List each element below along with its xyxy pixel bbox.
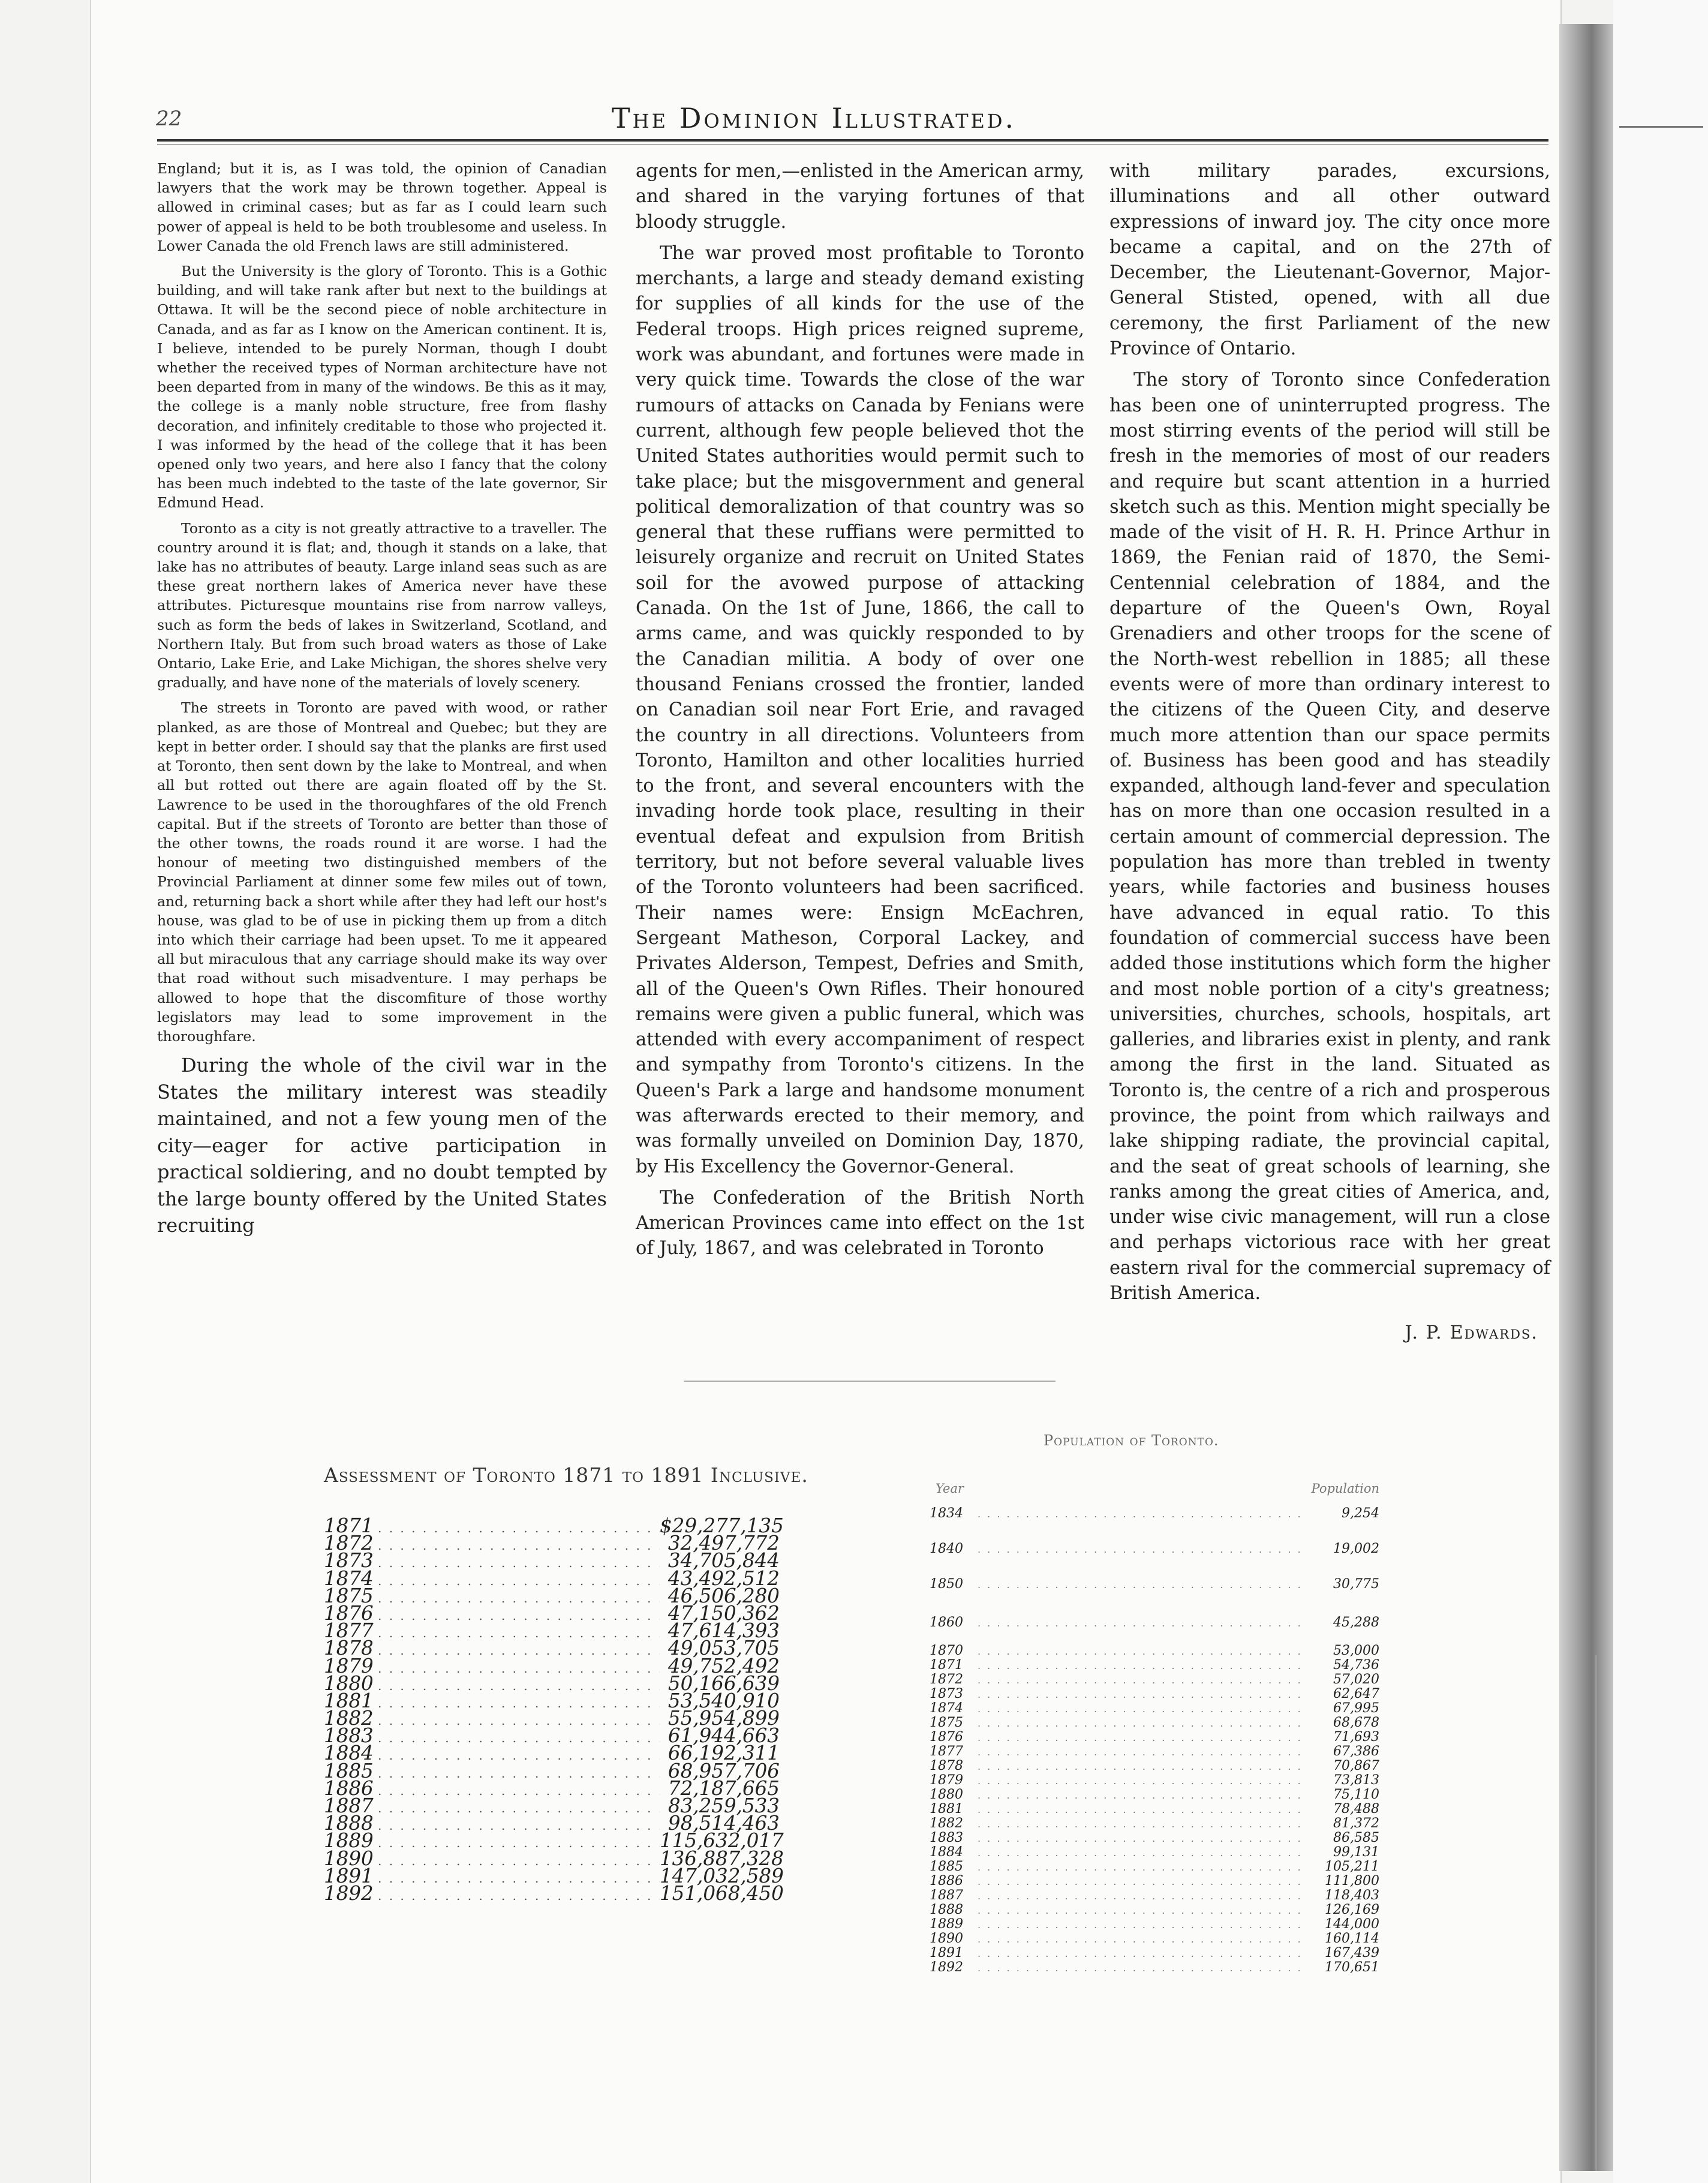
row-value: 75,110 [1333, 1787, 1379, 1802]
running-title: The Dominion Illustrated. [612, 102, 1017, 134]
assessment-table-title: Assessment of Toronto 1871 to 1891 Inclusive. [324, 1463, 808, 1487]
row-value: 118,403 [1325, 1888, 1379, 1903]
row-year: 1850 [930, 1577, 963, 1592]
row-value: 147,032,589 [660, 1864, 784, 1887]
page-header [156, 102, 1547, 138]
row-year: 1888 [930, 1902, 963, 1917]
row-year: 1873 [930, 1686, 963, 1701]
row-value: 30,775 [1333, 1577, 1379, 1592]
table-row [930, 1802, 1379, 1817]
row-year: 1889 [930, 1917, 963, 1932]
leader-dots [978, 1947, 1301, 1961]
leader-dots [378, 1853, 660, 1870]
row-value: 98,514,463 [667, 1812, 780, 1835]
row-year: 1872 [324, 1532, 374, 1555]
leader-dots [978, 1832, 1301, 1846]
row-value: 19,002 [1333, 1541, 1379, 1556]
table-row [930, 1917, 1379, 1932]
table-row [324, 1881, 784, 1905]
row-value: 49,752,492 [667, 1654, 780, 1677]
column-header-year: Year [936, 1481, 964, 1496]
row-value: 47,150,362 [667, 1601, 780, 1625]
row-year: 1834 [930, 1506, 963, 1521]
column-1 [157, 159, 607, 1245]
row-year: 1885 [930, 1859, 963, 1874]
paragraph: The story of Toronto since Confederation has been one of uninterrupted progress. The most stirring events of the period will still be fresh in the memories of most of our readers and require but scant attention in a hurried sketch such as this. Mention might specially be made of the visit of H. R. H. Prince Arthur in 1869, the Fenian raid of 1870, the Semi-Centennial celebration of 1884, and the departure of the Queen's Own, Royal Grenadiers and other troops for the scene of the North-west rebellion in 1885; all these events were of more than ordinary interest to the citizens of the Queen City, and deserve much more attention than our space permits of. Business has been good and has steadily expanded, although land-fever and speculation has on more than one occasion resulted in a certain amount of commercial depression. The population has more than trebled in twenty years, while factories and business houses have advanced in equal ratio. To this foundation of commercial success have been added those institutions which form the higher and most noble portion of a city's greatness; universities, churches, schools, hospitals, art galleries, and libraries exist in plenty, and rank among the first in the land. Situated as Toronto is, the centre of a rich and prosperous province, the point from which railways and lake shipping radiate, the provincial capital, and the seat of great schools of learning, she ranks among the great cities of America, and, under wise civic management, will run a close and perhaps victorious race with her great eastern rival for the commercial supremacy of British America. [1109, 369, 1550, 1304]
row-year: 1883 [930, 1830, 963, 1845]
leader-dots [978, 1688, 1301, 1702]
leader-dots [378, 1520, 660, 1537]
paragraph: The war proved most profitable to Toronto merchants, a large and steady demand existing for supplies of all kinds for the use of the Federal troops. High prices reigned supreme, work was abundant, and fortunes were made in very quick time. Towards the close of the war rumours of attacks on Canada by Fenians were current, although few people believed thot the United States authorities would permit such to take place; but the misgovernment and general political demoralization of that country was so general that these ruffians were permitted to leisurely organize and recruit on United States soil for the avowed purpose of attacking Canada. On the 1st of June, 1866, the call to arms came, and was quickly responded to by the Canadian militia. A body of over one thousand Fenians crossed the frontier, landed on Canadian soil near Fort Erie, and ravaged the country in all directions. Volunteers from Toronto, Hamilton and other localities hurried to the front, and several encounters with the invading horde took place, resulting in their eventual defeat and expulsion from British territory, but not before several valuable lives of the Toronto volunteers had been sacrificed. Their names were: Ensign McEachren, Sergeant Matheson, Corporal Lackey, and Privates Alderson, Tempest, Defries and Smith, all of the Queen's Own Rifles. Their honoured remains were given a public funeral, which was attended with every accompaniment of respect and sympathy from Toronto's citizens. In the Queen's Park a large and handsome monument was afterwards erected to their memory, and was formally unveiled on Dominion Day, 1870, by His Excellency the Governor-General. [636, 242, 1084, 1177]
leader-dots [978, 1817, 1301, 1832]
row-year: 1892 [930, 1960, 963, 1975]
table-row [930, 1687, 1379, 1701]
leader-dots [978, 1731, 1301, 1745]
row-value: 54,736 [1333, 1658, 1379, 1673]
leader-dots [378, 1765, 660, 1782]
leader-dots [978, 1716, 1301, 1731]
row-value: 83,259,533 [667, 1794, 780, 1817]
row-year: 1840 [930, 1541, 963, 1556]
row-year: 1891 [930, 1946, 963, 1961]
row-year: 1874 [324, 1566, 374, 1590]
lede-paragraph: During the whole of the civil war in the States the military interest was steadily maintained, and not a few young men of the city—eager for active participation in practical soldiering, and no doubt tempted by the large bounty offered by the United States recruiting [157, 1054, 607, 1237]
leader-dots [978, 1602, 1301, 1644]
row-value: 53,540,910 [667, 1689, 780, 1712]
leader-dots [978, 1644, 1301, 1659]
row-value: 144,000 [1325, 1917, 1379, 1932]
row-year: 1877 [930, 1744, 963, 1759]
table-row [930, 1889, 1379, 1903]
leader-dots [978, 1904, 1301, 1918]
row-value: 57,020 [1333, 1672, 1379, 1687]
leader-dots [378, 1782, 660, 1800]
population-table-title: Population of Toronto. [1044, 1432, 1219, 1449]
population-table-header [930, 1481, 1379, 1496]
row-year: 1884 [930, 1845, 963, 1860]
leader-dots [978, 1860, 1301, 1875]
row-year: 1881 [930, 1802, 963, 1817]
row-year: 1871 [324, 1514, 374, 1537]
row-value: 61,944,663 [667, 1724, 780, 1748]
row-year: 1887 [324, 1794, 374, 1817]
row-year: 1875 [324, 1584, 374, 1607]
column-3 [1109, 159, 1550, 1346]
row-year: 1882 [930, 1816, 963, 1831]
paragraph: The streets in Toronto are paved with wood, or rather planked, as are those of Montreal and Quebec; but they are kept in better order. I should say that the planks are first used at Toronto, then sent down by the lake to Montreal, and when all but rotted out there are again floated off by the St. Lawrence to be used in the thoroughfares of the old French capital. But if the streets of Toronto are better than those of the other towns, the roads round it are worse. I had the honour of meeting two distinguished members of the Provincial Parliament at dinner some few miles out of town, and, returning back a short while after they had left our host's house, was glad to be of use in picking them up from a ditch into which their carriage had been upset. To me it appeared all but miraculous that any carriage should make its way over that road without such misadventure. I may perhaps be allowed to hope that the discomfiture of those worthy legislators may lead to some improvement in the thoroughfare. [157, 699, 607, 1045]
row-year: 1877 [324, 1619, 374, 1643]
row-year: 1882 [324, 1707, 374, 1730]
assessment-table [324, 1514, 784, 1905]
row-year: 1873 [324, 1549, 374, 1572]
row-value: 81,372 [1333, 1816, 1379, 1831]
table-row [930, 1903, 1379, 1917]
row-year: 1870 [930, 1643, 963, 1658]
paragraph: agents for men,—enlisted in the American army, and shared in the varying fortunes of that bloody struggle. [636, 161, 1084, 233]
row-value: 53,000 [1333, 1643, 1379, 1658]
row-value: 70,867 [1333, 1758, 1379, 1773]
row-year: 1881 [324, 1689, 374, 1712]
table-row [930, 1932, 1379, 1946]
leader-dots [978, 1659, 1301, 1673]
row-value: 34,705,844 [667, 1549, 780, 1572]
table-row [930, 1496, 1379, 1531]
paragraph: The Confederation of the British North American Provinces came into effect on the 1st of July, 1867, and was celebrated in Toronto [636, 1187, 1084, 1259]
leader-dots [978, 1932, 1301, 1947]
row-value: 136,887,328 [660, 1847, 784, 1870]
leader-dots [378, 1870, 660, 1887]
table-row [930, 1566, 1379, 1602]
row-year: 1875 [930, 1715, 963, 1730]
leader-dots [378, 1572, 660, 1590]
section-divider [684, 1381, 1056, 1382]
row-year: 1892 [324, 1881, 374, 1905]
leader-dots [378, 1590, 660, 1607]
leader-dots [978, 1803, 1301, 1817]
table-row [930, 1788, 1379, 1802]
leader-dots [378, 1817, 660, 1835]
leader-dots [978, 1702, 1301, 1716]
row-value: 49,053,705 [667, 1637, 780, 1660]
table-row [930, 1860, 1379, 1874]
leader-dots [978, 1745, 1301, 1760]
row-year: 1880 [930, 1787, 963, 1802]
row-value: 105,211 [1325, 1859, 1379, 1874]
paragraph: But the University is the glory of Toronto. This is a Gothic building, and will take rank after but next to the buildings at Ottawa. It will be the second piece of noble architecture in Canada, and as far as I know on the American continent. It is, I believe, intended to be purely Norman, though I doubt whether the received types of Norman architecture have not been departed from in many of the windows. Be this as it may, the college is a manly noble structure, free from flashy decoration, and infinitely creditable to those who projected it. I was informed by the head of the college that it has been opened only two years, and here also I fancy that the colony has been much indebted to the taste of the late governor, Sir Edmund Head. [157, 263, 607, 512]
leader-dots [978, 1961, 1301, 1975]
leader-dots [378, 1554, 660, 1572]
table-row [930, 1531, 1379, 1566]
table-row [930, 1644, 1379, 1658]
leader-dots [378, 1887, 660, 1905]
facing-page-rule [1619, 126, 1703, 128]
table-row [930, 1730, 1379, 1745]
row-value: 71,693 [1333, 1730, 1379, 1745]
leader-dots [378, 1747, 660, 1764]
table-row [930, 1817, 1379, 1831]
row-value: 160,114 [1325, 1931, 1379, 1946]
row-value: 50,166,639 [667, 1671, 780, 1695]
row-value: 167,439 [1325, 1946, 1379, 1961]
row-value: 86,585 [1333, 1830, 1379, 1845]
table-row [930, 1773, 1379, 1788]
row-value: 32,497,772 [667, 1532, 780, 1555]
column-header-population: Population [1311, 1481, 1379, 1496]
row-value: 43,492,512 [667, 1566, 780, 1590]
row-year: 1860 [930, 1615, 963, 1630]
facing-page-edge [1613, 0, 1708, 2183]
table-row [930, 1602, 1379, 1644]
row-value: 72,187,665 [667, 1776, 780, 1800]
header-rule [157, 139, 1548, 142]
row-year: 1871 [930, 1658, 963, 1673]
leader-dots [378, 1677, 660, 1695]
facing-page-shadow [1595, 1655, 1597, 2171]
row-year: 1879 [324, 1654, 374, 1677]
row-year: 1888 [324, 1812, 374, 1835]
table-row [930, 1673, 1379, 1687]
row-value: 111,800 [1325, 1874, 1379, 1889]
row-value: 55,954,899 [667, 1707, 780, 1730]
row-year: 1884 [324, 1742, 374, 1765]
leader-dots [378, 1660, 660, 1677]
leader-dots [978, 1918, 1301, 1932]
table-row [930, 1874, 1379, 1889]
table-row [930, 1759, 1379, 1773]
table-row [930, 1745, 1379, 1759]
book-spine [1559, 24, 1613, 2171]
row-value: 66,192,311 [667, 1742, 780, 1765]
row-value: 78,488 [1333, 1802, 1379, 1817]
row-year: 1878 [930, 1758, 963, 1773]
row-year: 1891 [324, 1864, 374, 1887]
leader-dots [378, 1695, 660, 1712]
leader-dots [978, 1774, 1301, 1788]
paragraph: with military parades, excursions, illuminations and all other outward expressions of inward joy. The city once more became a capital, and on the 27th of December, the Lieutenant-Governor, Major-General Stisted, opened, with all due ceremony, the first Parliament of the new Province of Ontario. [1109, 161, 1550, 360]
table-row [930, 1961, 1379, 1975]
leader-dots [978, 1875, 1301, 1889]
row-value: 99,131 [1333, 1845, 1379, 1860]
table-row [930, 1845, 1379, 1860]
leader-dots [978, 1846, 1301, 1860]
row-value: 62,647 [1333, 1686, 1379, 1701]
page-number: 22 [156, 107, 182, 131]
leader-dots [378, 1607, 660, 1625]
row-value: 73,813 [1333, 1773, 1379, 1788]
row-value: 45,288 [1333, 1615, 1379, 1630]
table-row [930, 1701, 1379, 1716]
row-year: 1885 [324, 1759, 374, 1782]
row-year: 1878 [324, 1637, 374, 1660]
leader-dots [378, 1537, 660, 1554]
row-value: 68,678 [1333, 1715, 1379, 1730]
leader-dots [978, 1760, 1301, 1774]
row-value: $29,277,135 [660, 1514, 784, 1537]
leader-dots [378, 1712, 660, 1730]
leader-dots [378, 1625, 660, 1642]
header-rule-thin [157, 144, 1548, 145]
leader-dots [378, 1730, 660, 1747]
row-year: 1886 [930, 1874, 963, 1889]
row-year: 1889 [324, 1829, 374, 1853]
row-value: 67,386 [1333, 1744, 1379, 1759]
paragraph: England; but it is, as I was told, the opinion of Canadian lawyers that the work may be thrown together. Appeal is allowed in criminal cases; but as far as I could learn such power of appeal is held to be both troublesome and useless. In Lower Canada the old French laws are still administered. [157, 160, 607, 254]
leader-dots [978, 1567, 1301, 1602]
row-value: 67,995 [1333, 1701, 1379, 1716]
leader-dots [978, 1889, 1301, 1904]
row-value: 68,957,706 [667, 1759, 780, 1782]
row-year: 1879 [930, 1773, 963, 1788]
row-year: 1874 [930, 1701, 963, 1716]
row-year: 1883 [324, 1724, 374, 1748]
leader-dots [978, 1673, 1301, 1688]
row-year: 1890 [324, 1847, 374, 1870]
leader-dots [978, 1788, 1301, 1803]
paragraph: Toronto as a city is not greatly attractive to a traveller. The country around it is flat; and, though it stands on a lake, that lake has no attributes of beauty. Large inland seas such as are these great northern lakes of America never have these attributes. Picturesque mountains rise from narrow valleys, such as form the beds of lakes in Switzerland, Scotland, and Northern Italy. But from such broad waters as those of Lake Ontario, Lake Erie, and Lake Michigan, the shores shelve very gradually, and have none of the materials of lovely scenery. [157, 519, 607, 691]
row-value: 170,651 [1325, 1960, 1379, 1975]
table-row [930, 1946, 1379, 1961]
row-year: 1872 [930, 1672, 963, 1687]
row-value: 115,632,017 [660, 1829, 784, 1853]
row-year: 1880 [324, 1671, 374, 1695]
row-value: 9,254 [1342, 1506, 1379, 1521]
row-year: 1890 [930, 1931, 963, 1946]
table-row [930, 1658, 1379, 1673]
row-year: 1876 [324, 1601, 374, 1625]
leader-dots [378, 1835, 660, 1852]
leader-dots [978, 1496, 1301, 1532]
row-year: 1876 [930, 1730, 963, 1745]
author-signature: J. P. Edwards. [1405, 1322, 1538, 1344]
row-year: 1887 [930, 1888, 963, 1903]
row-value: 126,169 [1325, 1902, 1379, 1917]
table-row [930, 1716, 1379, 1730]
row-value: 46,506,280 [667, 1584, 780, 1607]
leader-dots [378, 1642, 660, 1659]
column-2 [636, 159, 1084, 1268]
leader-dots [378, 1800, 660, 1817]
row-value: 47,614,393 [667, 1619, 780, 1643]
row-value: 151,068,450 [660, 1881, 784, 1905]
population-table [930, 1481, 1379, 1975]
leader-dots [978, 1532, 1301, 1567]
table-row [930, 1831, 1379, 1845]
row-year: 1886 [324, 1776, 374, 1800]
